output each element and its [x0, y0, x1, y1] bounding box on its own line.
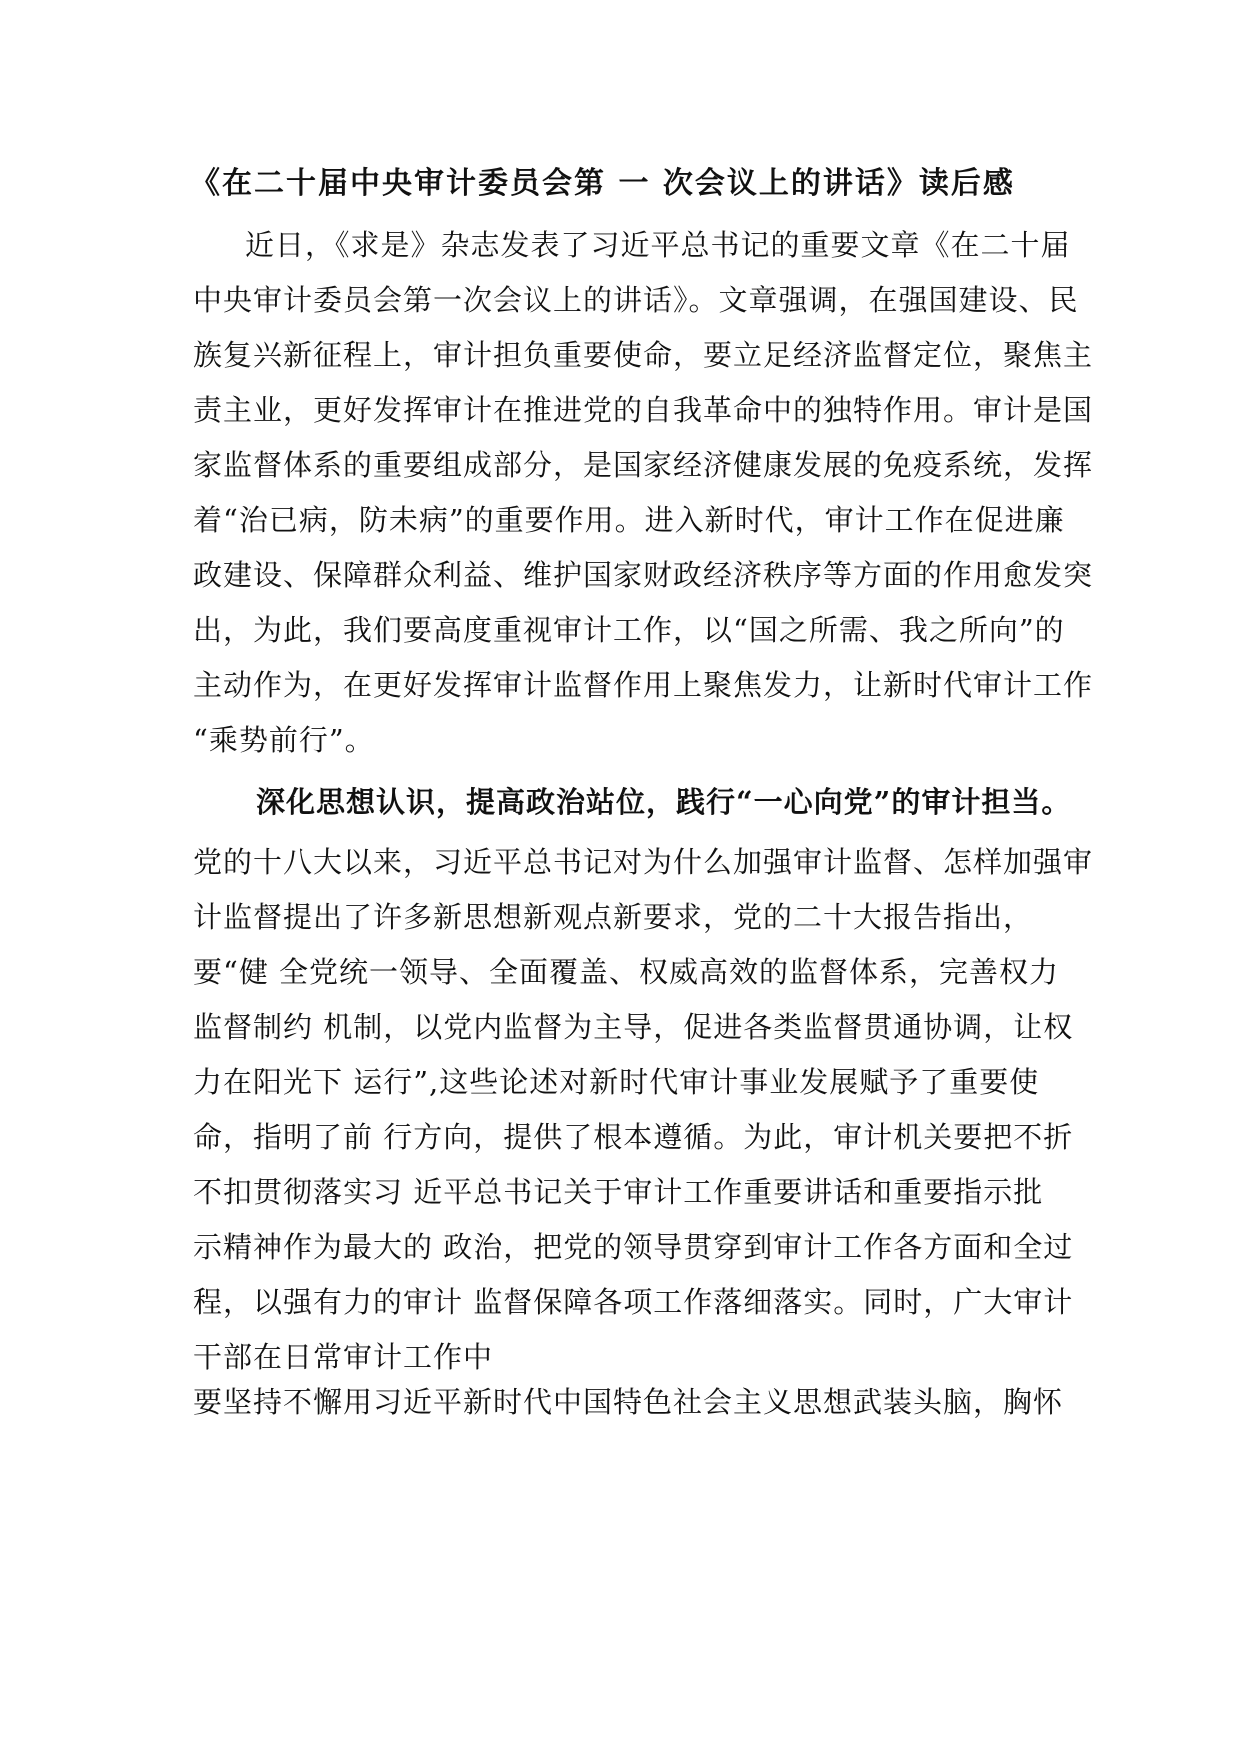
paragraph-line: 出，为此，我们要高度重视审计工作，以“国之所需、我之所向”的	[193, 613, 1065, 647]
section-one	[193, 782, 1094, 1502]
paragraph-line: 党的十八大以来，习近平总书记对为什么加强审计监督、怎样加强审	[193, 845, 1094, 879]
paragraph-line: 要“健 全党统一领导、全面覆盖、权威高效的监督体系，完善权力	[193, 955, 1060, 989]
paragraph-line: 要坚持不懈用习近平新时代中国特色社会主义思想武装头脑，胸怀	[193, 1385, 1064, 1419]
paragraph-line: 不扣贯彻落实习 近平总书记关于审计工作重要讲话和重要指示批	[193, 1175, 1044, 1209]
section-heading: 深化思想认识，提高政治站位，践行“一心向党”的审计担当。	[256, 785, 1072, 819]
paragraph-line: 计监督提出了许多新思想新观点新要求，党的二十大报告指出，	[193, 900, 1034, 934]
paragraph-line: 程，以强有力的审计 监督保障各项工作落细落实。同时，广大审计	[193, 1285, 1074, 1319]
paragraph-line: 责主业，更好发挥审计在推进党的自我革命中的独特作用。审计是国	[193, 393, 1094, 427]
paragraph-line: 近日，《求是》杂志发表了习近平总书记的重要文章《在二十届	[245, 228, 1071, 262]
paragraph-line: 着“治已病，防未病”的重要作用。进入新时代，审计工作在促进廉	[193, 503, 1065, 537]
paragraph-line: 家监督体系的重要组成部分，是国家经济健康发展的免疫系统，发挥	[193, 448, 1094, 482]
paragraph-line: 力在阳光下 运行”,这些论述对新时代审计事业发展赋予了重要使	[193, 1065, 1040, 1099]
paragraph-line: 族复兴新征程上，审计担负重要使命，要立足经济监督定位，聚焦主	[193, 338, 1094, 372]
paragraph-line: 政建设、保障群众利益、维护国家财政经济秩序等方面的作用愈发突	[193, 558, 1094, 592]
document-title: 《在二十届中央审计委员会第 一 次会议上的讲话》读后感	[190, 166, 1015, 201]
paragraph-line: 中央审计委员会第一次会议上的讲话》。文章强调，在强国建设、民	[193, 283, 1079, 317]
intro-paragraph	[193, 225, 1094, 785]
paragraph-line: 命，指明了前 行方向，提供了根本遵循。为此，审计机关要把不折	[193, 1120, 1074, 1154]
paragraph-line: 示精神作为最大的 政治，把党的领导贯穿到审计工作各方面和全过	[193, 1230, 1074, 1264]
paragraph-line: 干部在日常审计工作中	[193, 1340, 494, 1374]
paragraph-line: 主动作为，在更好发挥审计监督作用上聚焦发力，让新时代审计工作	[193, 668, 1094, 702]
paragraph-line: 监督制约 机制，以党内监督为主导，促进各类监督贯通协调，让权	[193, 1010, 1074, 1044]
paragraph-line: “乘势前行”。	[193, 723, 375, 757]
